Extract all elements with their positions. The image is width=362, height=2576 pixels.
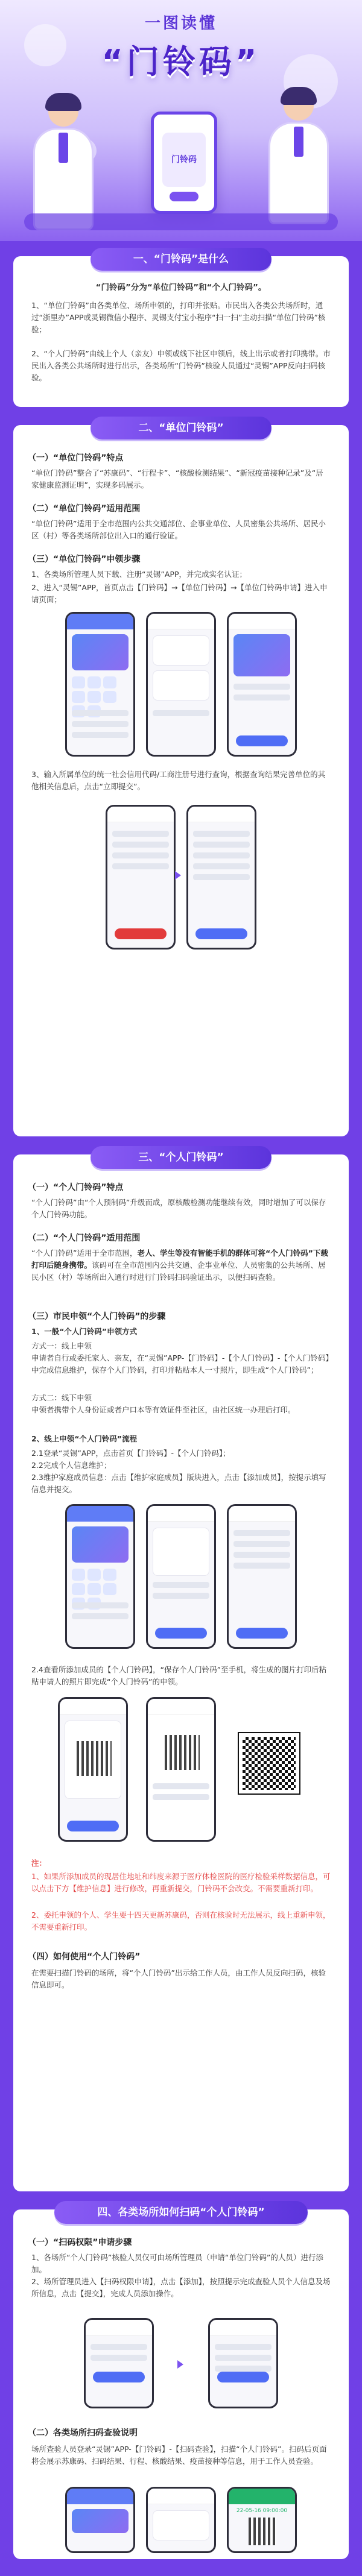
app-screenshot-permission [84,2318,154,2408]
paragraph: 场所查验人员登录“灵锡”APP-【门铃码】-【扫码查验】，扫描“个人门铃码”。扫码后页面将会展示苏康码、扫码结果、行程、核酸结果、疫苗接种等信息，用于工作人员查验。 [31,2445,327,2466]
method-label: 方式一：线上申领 [31,1341,92,1350]
text-bold: 老人、学生等没有智能手机的群体可将“个人门铃码”下载打印后随身携带。 [31,1249,328,1270]
app-screenshot-form [186,805,256,949]
paragraph: 2、进入“灵锡”APP，首页点击【门铃码】→【单位门铃码】→【单位门铃码申请】进入申请页面； [31,583,328,604]
subheading: （一）“单位门铃码”特点 [28,453,124,463]
section-title: 二、“单位门铃码” [91,417,272,439]
hero-banner [0,0,362,241]
qr-code-icon [239,1733,299,1793]
paragraph [31,1247,331,1283]
phone-illustration [151,112,217,214]
section-lead: “门铃码”分为“单位门铃码”和“个人门铃码”。 [95,283,267,292]
screenshot-row [13,805,349,949]
phone-screen-label: 门铃码 [162,133,206,187]
section-what-is [13,253,349,407]
app-screenshot-apply [227,612,297,757]
note: 1、如果所添加成员的现居住地址和纬度来源于医疗体检医院的医疗检验采样数据信息，可以点击下方【维护信息】进行修改，再重新提交，门铃码不会改变。不需要重新打印。 [31,1872,331,1893]
screenshot-row [13,1504,349,1649]
app-screenshot-home [65,612,135,757]
section-unit-code [13,422,349,1136]
paragraph: 在需要扫描门铃码的场所，将“个人门铃码”出示给工作人员，由工作人员反向扫码，核验信息即可。 [31,1968,326,1989]
section-title: 一、“门铃码”是什么 [91,248,272,271]
paragraph: 2.3维护家庭成员信息：点击【维护家庭成员】版块进入，点击【添加成员】，按提示填写信息并提交。 [31,1473,326,1494]
paragraph: 2.4查看所添加成员的【个人门铃码】，“保存个人门铃码”至手机，将生成的图片打印后粘贴申请人的照片即完成“个人门铃码”的申领。 [31,1665,327,1686]
subheading: （一）“扫码权限”申请步骤 [28,2238,132,2247]
paragraph: 1、各类场所管理人员下载、注册“灵锡”APP，并完成实名认证； [31,570,247,579]
app-screenshot-family [227,1504,297,1649]
app-screenshot-home [65,2487,135,2553]
paragraph: 1、“单位门铃码”由各类单位、场所申领的，打印并张贴。市民出入各类公共场所时，通过“浙里办”APP或灵锡微信小程序、灵锡支付宝小程序“扫一扫”主动扫描“单位门铃码”核验； [31,301,326,334]
doctor-illustration [262,90,335,229]
paragraph: 申领者携带个人身份证或者户口本等有效证件至社区，由社区统一办理后打印。 [31,1405,296,1414]
subheading: （三）“单位门铃码”申领步骤 [28,555,141,564]
subheading: （三）市民申领“个人门铃码”的步骤 [28,1312,166,1321]
section-personal-code [13,1151,349,2191]
paragraph: 1、各场所“个人门铃码”核验人员仅可由场所管理员（申请“单位门铃码”的人员）进行添加。 [31,2253,323,2274]
app-screenshot-query [106,805,176,949]
app-screenshot-scan-result [227,2487,297,2553]
subheading: （二）“个人门铃码”适用范围 [28,1233,141,1243]
paragraph: “单位门铃码”适用于全市范围内公共交通部位、企事业单位、人员密集公共场所、居民小区（村）等各类场所部位出入口的通行验证。 [31,519,326,540]
screenshot-row [13,1697,349,1842]
screenshot-row [13,2487,349,2553]
paragraph: “个人门铃码”由“个人预制码”升级而成，原核酸检测功能继续有效，同时增加了可以保存个人门铃码功能。 [31,1198,326,1219]
subheading: （一）“个人门铃码”特点 [28,1183,124,1192]
app-screenshot-add-staff [208,2318,278,2408]
paragraph: “单位门铃码”整合了“苏康码”、“行程卡”、“核酸检测结果”、“新冠疫苗接种记录”及“居家健康监测证明”，实现多码展示。 [31,468,323,490]
arrow-icon [175,871,181,880]
text: “个人门铃码”适用于全市范围， [31,1249,138,1258]
phone-button-decor [170,192,198,201]
subheading: （四）如何使用“个人门铃码” [28,1952,141,1962]
paragraph: 申请者自行或委托家人、亲友，在“灵锡”APP-【门铃码】-【个人门铃码】-【个人门铃码】中完成信息维护，保存个人门铃码，打印并粘贴本人一寸照片，即生成“个人门铃码”； [31,1353,329,1375]
hero-title: “门铃码” [101,43,261,81]
scan-timestamp: 22-05-16 09:00:00 [236,2508,288,2514]
paragraph: 2.2完成个人信息维护； [31,1461,112,1470]
hero-subtitle: 一图读懂 [144,14,217,33]
paragraph: 2、场所管理员进入【扫码权限申请】，点击【添加】，按照提示完成查验人员个人信息及场所信息，点击【提交】，完成人员添加操作。 [31,2277,331,2298]
step-heading: 1、一般“个人门铃码”申领方式 [31,1327,138,1336]
section-title: 四、各类场所如何扫码“个人门铃码” [54,2201,308,2224]
method-label: 方式二：线下申领 [31,1393,92,1402]
app-screenshot-personal-info [146,1504,216,1649]
printed-code [234,1697,304,1842]
paragraph: 2、“个人门铃码”由线上个人（亲友）申领或线下社区申领后，线上出示或者打印携带。市民出入各类公共场所时进行出示，各类场所“门铃码”核验人员通过“灵锡”APP反向扫码核验。 [31,349,331,382]
step-heading: 2、线上申领“个人门铃码”流程 [31,1434,138,1443]
app-screenshot-doorbell [146,612,216,757]
app-screenshot-scan-entry [146,2487,216,2553]
app-screenshot-personal-code [58,1697,128,1842]
note: 2、委托申领的个人、学生要十四天更新苏康码，否则在核验时无法展示，线上重新申领，不需要重新打印。 [31,1910,331,1932]
screenshot-row [13,612,349,757]
paragraph: 2.1登录“灵锡”APP，点击首页【门铃码】-【个人门铃码】； [31,1449,230,1458]
arrow-icon [177,2360,183,2369]
paragraph: 3、输入所属单位的统一社会信用代码/工商注册号进行查询，根据查询结果完善单位的其他相关信息后，点击“立即提交”。 [31,770,326,791]
subheading: （二）各类场所扫码查验说明 [28,2428,138,2438]
section-scan-personal-code [13,2206,349,2559]
app-screenshot-saved-code [146,1697,216,1842]
decor-shelf [24,213,338,230]
text: 该码可在全市范围内公共交通、企事业单位、人员密集的公共场所、居民小区（村）等场所出入通行时进行门铃码扫码验证出示，以便扫码查验。 [31,1261,326,1282]
note-label: 注： [31,1859,47,1868]
section-title: 三、“个人门铃码” [91,1146,272,1169]
subheading: （二）“单位门铃码”适用范围 [28,504,141,514]
app-screenshot-home [65,1504,135,1649]
